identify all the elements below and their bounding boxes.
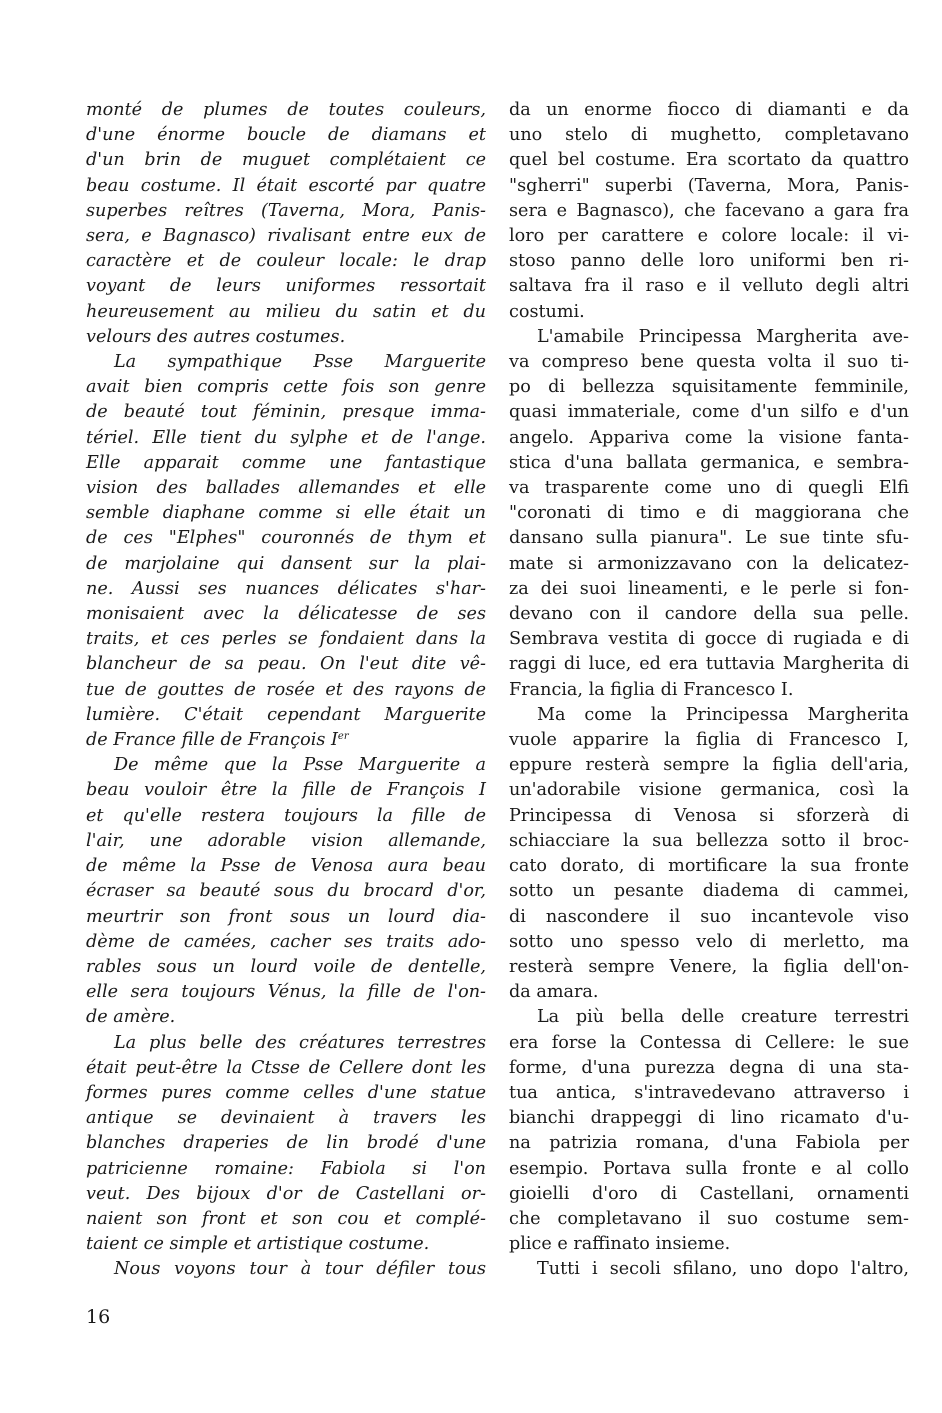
right-text-line: sera e Bagnasco), che facevano a gara fra	[509, 200, 909, 221]
right-text-line: La più bella delle creature terrestri	[537, 1007, 909, 1028]
right-text-line: gioielli d'oro di Castellani, ornamenti	[509, 1183, 909, 1204]
right-text-line: "coronati di timo e di maggiorana che	[509, 503, 909, 524]
left-text-line: d'une énorme boucle de diamans et	[86, 125, 486, 146]
left-text-line: naient son front et son cou et complé-	[86, 1208, 486, 1229]
right-text-line: esempio. Portava sulla fronte e al collo	[509, 1158, 909, 1179]
right-text-line: raggi di luce, ed era tuttavia Margherita di	[509, 654, 909, 675]
left-text-line: vision des ballades allemandes et elle	[86, 478, 486, 499]
right-text-line: dansano sulla pianura". Le sue tinte sfu-	[509, 528, 909, 549]
left-text-line: traits, et ces perles se fondaient dans la	[86, 629, 486, 650]
left-text-line: tue de gouttes de rosée et des rayons de	[86, 679, 486, 700]
left-text-line: rables sous un lourd voile de dentelle,	[86, 956, 486, 977]
left-text-line: veut. Des bijoux d'or de Castellani or-	[86, 1183, 486, 1204]
left-text-line: de amère.	[86, 1007, 176, 1028]
left-text-line: velours des autres costumes.	[86, 326, 346, 347]
right-text-line: forme, d'una purezza degna di una sta-	[509, 1057, 909, 1078]
right-text-line: saltava fra il raso e il velluto degli altri	[509, 276, 909, 297]
left-text-line: La sympathique Psse Marguerite	[114, 352, 486, 373]
right-text-line: va trasparente come uno di quegli Elfi	[509, 478, 909, 499]
page-number: 16	[86, 1306, 111, 1328]
left-text-line: de beauté tout féminin, presque imma-	[86, 402, 486, 423]
left-text-line: était peut-être la Ctsse de Cellere dont les	[86, 1057, 486, 1078]
right-text-line: uno stelo di mughetto, completavano	[509, 125, 909, 146]
left-text-line: blancheur de sa peau. On l'eut dite vê-	[86, 654, 486, 675]
right-text-line: eppure resterà sempre la figlia dell'aria,	[509, 755, 909, 776]
right-text-line: vuole apparire la figlia di Francesco I,	[509, 730, 909, 751]
left-text-line: monisaient avec la délicatesse de ses	[86, 604, 486, 625]
right-text-line: da un enorme fiocco di diamanti e da	[509, 100, 909, 120]
left-text-line: voyant de leurs uniformes ressortait	[86, 276, 486, 297]
right-text-line: da amara.	[509, 982, 599, 1003]
right-column-italian	[509, 98, 909, 1283]
left-text-line: superbes reîtres (Taverna, Mora, Panis-	[86, 200, 486, 221]
left-text-line: taient ce simple et artistique costume.	[86, 1234, 430, 1255]
left-text-line: Elle apparait comme une fantastique	[86, 452, 486, 473]
right-text-line: Principessa di Venosa si sforzerà di	[509, 805, 909, 826]
left-text-line: écraser sa beauté sous du brocard d'or,	[86, 881, 486, 902]
left-text-line: de même la Psse de Venosa aura beau	[86, 856, 486, 877]
right-text-line: va compreso bene questa volta il suo ti-	[509, 352, 909, 373]
left-text-line: dème de camées, cacher ses traits ado-	[86, 931, 486, 952]
left-text-line: l'air, une adorable vision allemande,	[86, 830, 486, 851]
left-text-line: d'un brin de muguet complétaient ce	[86, 150, 486, 171]
right-text-line: sotto un pesante diadema di cammei,	[509, 881, 909, 902]
left-text-line: tériel. Elle tient du sylphe et de l'ange.	[86, 427, 486, 448]
left-text-line: beau costume. Il était escorté par quatre	[86, 175, 486, 196]
left-text-line: Nous voyons tour à tour défiler tous	[114, 1259, 486, 1280]
left-text-line: beau vouloir être la fille de François I	[86, 780, 486, 801]
right-text-line: L'amabile Principessa Margherita ave-	[537, 326, 909, 347]
right-text-line: po di bellezza squisitamente femminile,	[509, 377, 909, 398]
superscript: er	[337, 731, 349, 743]
right-text-line: stica d'una ballata germanica, e sembra-	[509, 452, 909, 473]
left-text-line: lumière. C'était cependant Marguerite	[86, 704, 486, 725]
right-text-line: stoso panno delle loro uniformi ben ri-	[509, 251, 909, 272]
right-text-line: schiacciare la sua bellezza sotto il broc-	[509, 830, 909, 851]
left-text-line: patricienne romaine: Fabiola si l'on	[86, 1158, 486, 1179]
right-text-line: angelo. Appariva come la visione fanta-	[509, 427, 909, 448]
right-text-line: Sembrava vestita di gocce di rugiada e di	[509, 629, 909, 650]
right-text-line: era forse la Contessa di Cellere: le sue	[509, 1032, 909, 1053]
left-text-line: sera, e Bagnasco) rivalisant entre eux de	[86, 226, 486, 247]
left-text-line: caractère et de couleur locale: le drap	[86, 251, 486, 272]
left-text-line: avait bien compris cette fois son genre	[86, 377, 486, 398]
right-text-line: sotto uno spesso velo di merletto, ma	[509, 931, 909, 952]
right-text-line: quel bel costume. Era scortato da quattro	[509, 150, 909, 171]
left-text-line: ne. Aussi ses nuances délicates s'har-	[86, 578, 486, 599]
right-text-line: Francia, la figlia di Francesco I.	[509, 679, 794, 700]
right-text-line: devano con il candore della sua pelle.	[509, 604, 909, 625]
left-text-line: heureusement au milieu du satin et du	[86, 301, 486, 322]
left-text-line: antique se devinaient à travers les	[86, 1108, 486, 1129]
left-text-line: elle sera toujours Vénus, la fille de l'on-	[86, 982, 486, 1003]
left-text-line: monté de plumes de toutes couleurs,	[86, 100, 486, 120]
left-text-line: La plus belle des créatures terrestres	[114, 1032, 486, 1053]
left-text-line: blanches draperies de lin brodé d'une	[86, 1133, 486, 1154]
right-text-line: resterà sempre Venere, la figlia dell'on-	[509, 956, 909, 977]
right-text-line: costumi.	[509, 301, 585, 322]
left-text-line: formes pures comme celles d'une statue	[86, 1082, 486, 1103]
right-text-line: un'adorabile visione germanica, così la	[509, 780, 909, 801]
right-text-line: di nascondere il suo incantevole viso	[509, 906, 909, 927]
right-text-line: Tutti i secoli sfilano, uno dopo l'altro,	[537, 1259, 909, 1280]
right-text-line: mate si armonizzavano con la delicatez-	[509, 553, 909, 574]
right-text-line: Ma come la Principessa Margherita	[537, 704, 909, 725]
right-text-line: che completavano il suo costume sem-	[509, 1208, 909, 1229]
left-column-french	[86, 98, 486, 1283]
right-text-line: loro per carattere e colore locale: il vi-	[509, 226, 909, 247]
left-text-line: De même que la Psse Marguerite a	[114, 755, 486, 776]
left-text-line: semble diaphane comme si elle était un	[86, 503, 486, 524]
left-text-line: meurtrir son front sous un lourd dia-	[86, 906, 486, 927]
right-text-line: tua antica, s'intravedevano attraverso i	[509, 1082, 909, 1103]
right-text-line: "sgherri" superbi (Taverna, Mora, Panis-	[509, 175, 909, 196]
right-text-line: za dei suoi lineamenti, e le perle si fon-	[509, 578, 909, 599]
right-text-line: plice e raffinato insieme.	[509, 1234, 731, 1255]
right-text-line: bianchi drappeggi di lino ricamato d'u-	[509, 1108, 909, 1129]
right-text-line: cato dorato, di mortificare la sua fronte	[509, 856, 909, 877]
right-text-line: na patrizia romana, d'una Fabiola per	[509, 1133, 909, 1154]
left-text-line: de ces "Elphes" couronnés de thym et	[86, 528, 486, 549]
left-text-line: de marjolaine qui dansent sur la plai-	[86, 553, 486, 574]
right-text-line: quasi immateriale, come d'un silfo e d'un	[509, 402, 909, 423]
left-text-line: et qu'elle restera toujours la fille de	[86, 805, 486, 826]
left-text-line: de France fille de François Ier	[86, 730, 349, 751]
